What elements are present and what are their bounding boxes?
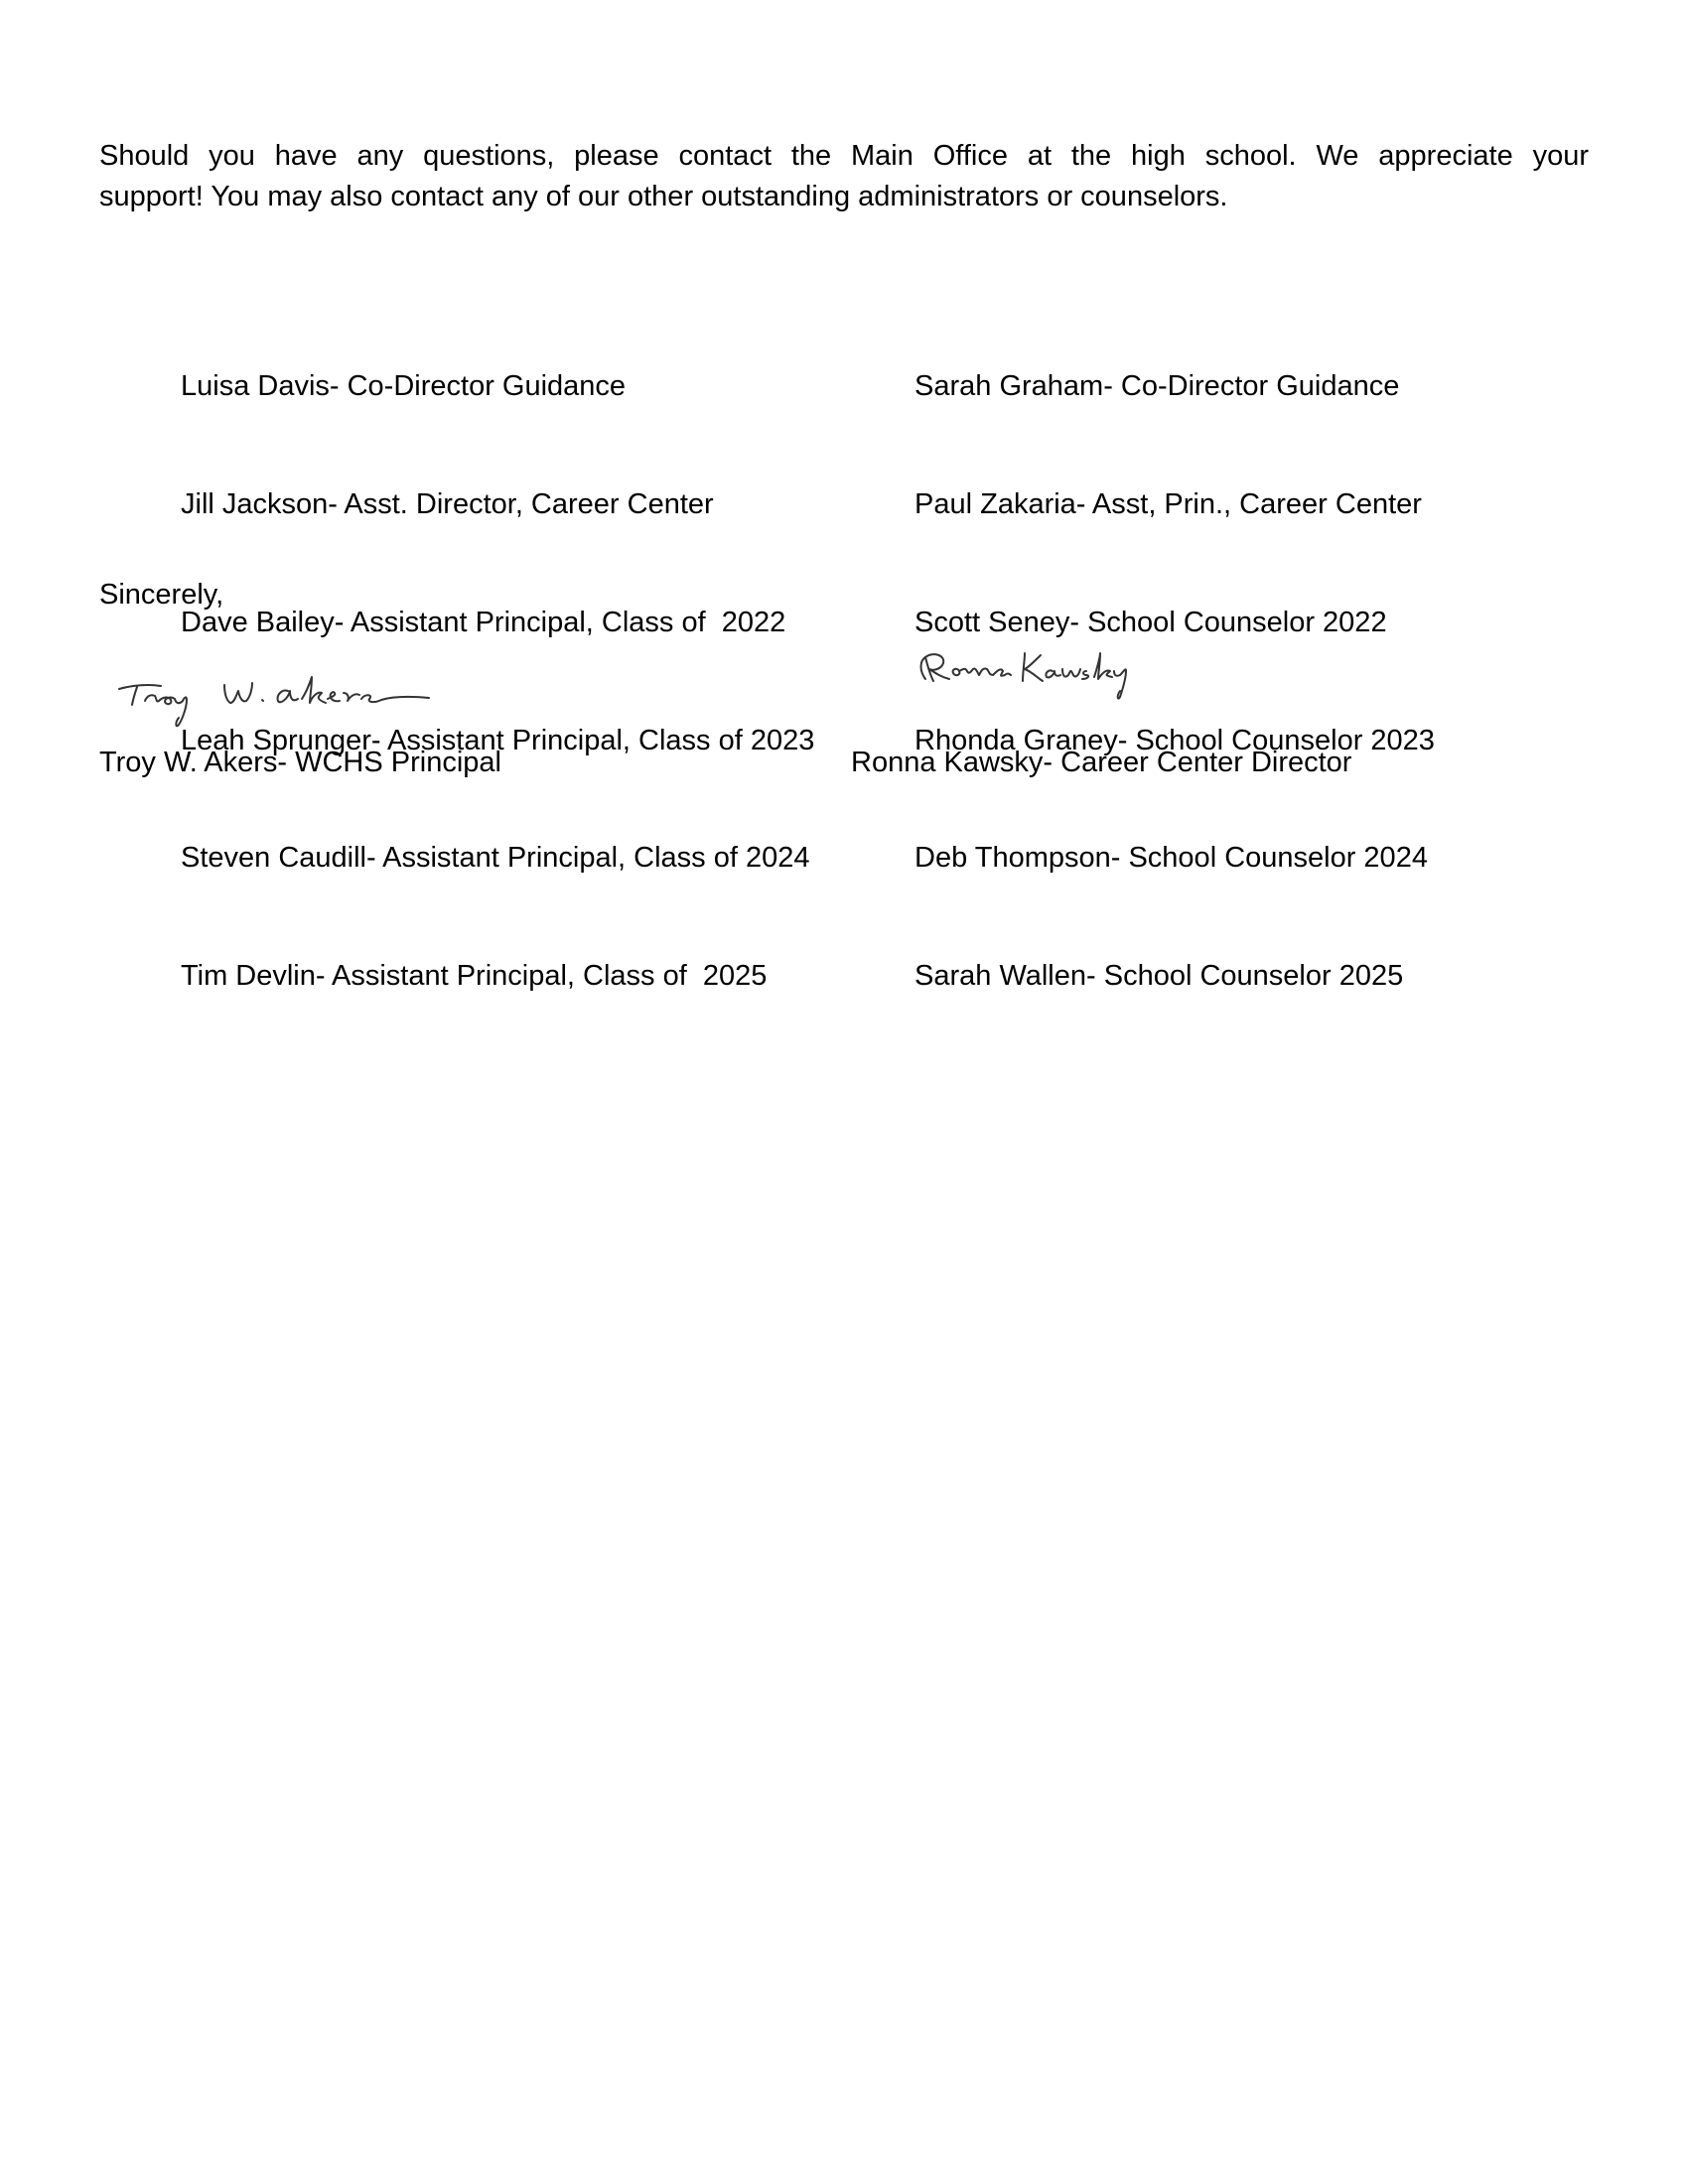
staff-entry: Tim Devlin- Assistant Principal, Class of 2025 xyxy=(181,960,768,993)
staff-entry: Scott Seney- School Counselor 2022 xyxy=(914,606,1387,638)
staff-entry: Sarah Wallen- School Counselor 2025 xyxy=(914,960,1404,993)
staff-entry: Leah Sprunger- Assistant Principal, Class of 2023 xyxy=(181,724,815,756)
signer-name-ronna-kawsky: Ronna Kawsky- Career Center Director xyxy=(851,747,1352,778)
signature-troy-akers xyxy=(113,663,441,731)
signature-ronna-kawsky-image xyxy=(915,641,1144,703)
intro-line: Should you have any questions, please contact the Main Office at the high school. We appreciate your xyxy=(99,140,1589,172)
staff-entry: Jill Jackson- Asst. Director, Career Center xyxy=(181,487,714,520)
signature-troy-akers-image xyxy=(113,663,441,731)
staff-entry: Deb Thompson- School Counselor 2024 xyxy=(914,842,1428,875)
closing-salutation: Sincerely, xyxy=(99,579,224,611)
intro-paragraph xyxy=(99,136,1589,217)
staff-entry: Sarah Graham- Co-Director Guidance xyxy=(914,370,1400,403)
signer-name-troy-akers: Troy W. Akers- WCHS Principal xyxy=(99,747,501,778)
intro-line: support! You may also contact any of our other outstanding administrators or counselors. xyxy=(99,181,1228,212)
staff-entry: Paul Zakaria- Asst, Prin., Career Center xyxy=(914,487,1422,520)
staff-entry: Rhonda Graney- School Counselor 2023 xyxy=(914,724,1435,756)
staff-entry: Steven Caudill- Assistant Principal, Class of 2024 xyxy=(181,842,810,875)
staff-entry: Dave Bailey- Assistant Principal, Class of 2022 xyxy=(181,606,786,638)
staff-entry: Luisa Davis- Co-Director Guidance xyxy=(181,370,627,403)
signature-ronna-kawsky xyxy=(915,641,1144,703)
